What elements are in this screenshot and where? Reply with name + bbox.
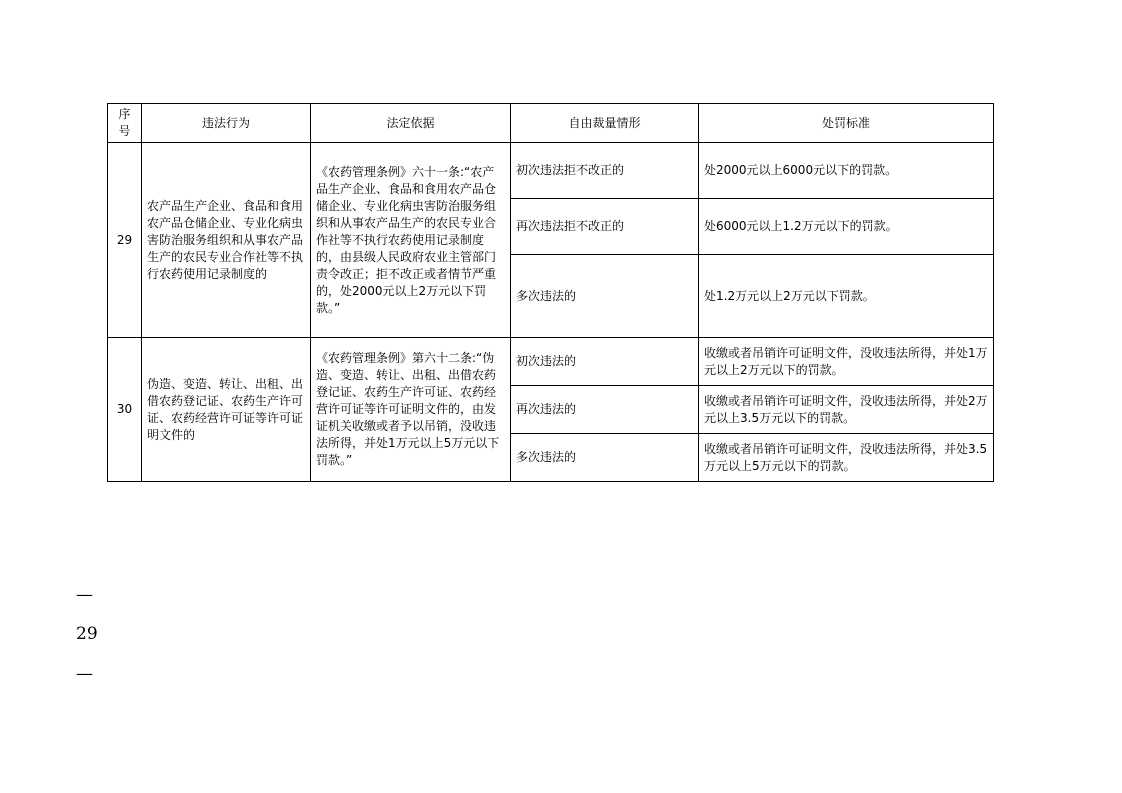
table-row (108, 338, 994, 386)
discretion-situation: 再次违法的 (511, 386, 699, 434)
header-standard: 处罚标准 (699, 104, 994, 143)
penalty-standard: 处1.2万元以上2万元以下罚款。 (699, 255, 994, 338)
penalty-standard: 处2000元以上6000元以下的罚款。 (699, 143, 994, 199)
violation-act: 伪造、变造、转让、出租、出借农药登记证、农药生产许可证、农药经营许可证等许可证明文件的 (142, 338, 311, 482)
penalty-standard: 收缴或者吊销许可证明文件，没收违法所得，并处2万元以上3.5万元以下的罚款。 (699, 386, 994, 434)
discretion-situation: 再次违法拒不改正的 (511, 199, 699, 255)
violation-act: 农产品生产企业、食品和食用农产品仓储企业、专业化病虫害防治服务组织和从事农产品生产的农民专业合作社等不执行农药使用记录制度的 (142, 143, 311, 338)
discretion-situation: 初次违法的 (511, 338, 699, 386)
penalty-standard: 收缴或者吊销许可证明文件，没收违法所得，并处3.5万元以上5万元以下的罚款。 (699, 434, 994, 482)
table-header-row (108, 104, 994, 143)
penalty-standard: 收缴或者吊销许可证明文件，没收违法所得，并处1万元以上2万元以下的罚款。 (699, 338, 994, 386)
discretion-situation: 多次违法的 (511, 255, 699, 338)
header-situation: 自由裁量情形 (511, 104, 699, 143)
discretion-situation: 初次违法拒不改正的 (511, 143, 699, 199)
header-no: 序 号 (108, 104, 142, 143)
legal-basis: 《农药管理条例》六十一条:“农产品生产企业、食品和食用农产品仓储企业、专业化病虫害防治服务组织和从事农产品生产的农民专业合作社等不执行农药使用记录制度的，由县级人民政府农业主管部门责令改正；拒不改正或者情节严重的，处2000元以上2万元以下罚款。” (311, 143, 511, 338)
penalty-standard: 处6000元以上1.2万元以下的罚款。 (699, 199, 994, 255)
legal-basis: 《农药管理条例》第六十二条:“伪造、变造、转让、出租、出借农药登记证、农药生产许可证、农药经营许可证等许可证明文件的，由发证机关收缴或者予以吊销，没收违法所得，并处1万元以上5万元以下罚款。” (311, 338, 511, 482)
page-dash-top: — (76, 585, 93, 605)
page-number: 29 (76, 624, 98, 644)
header-act: 违法行为 (142, 104, 311, 143)
row-number: 30 (108, 338, 142, 482)
penalty-standards-table (107, 103, 994, 482)
discretion-situation: 多次违法的 (511, 434, 699, 482)
header-basis: 法定依据 (311, 104, 511, 143)
table-row (108, 143, 994, 199)
page-dash-bottom: — (76, 664, 93, 684)
row-number: 29 (108, 143, 142, 338)
